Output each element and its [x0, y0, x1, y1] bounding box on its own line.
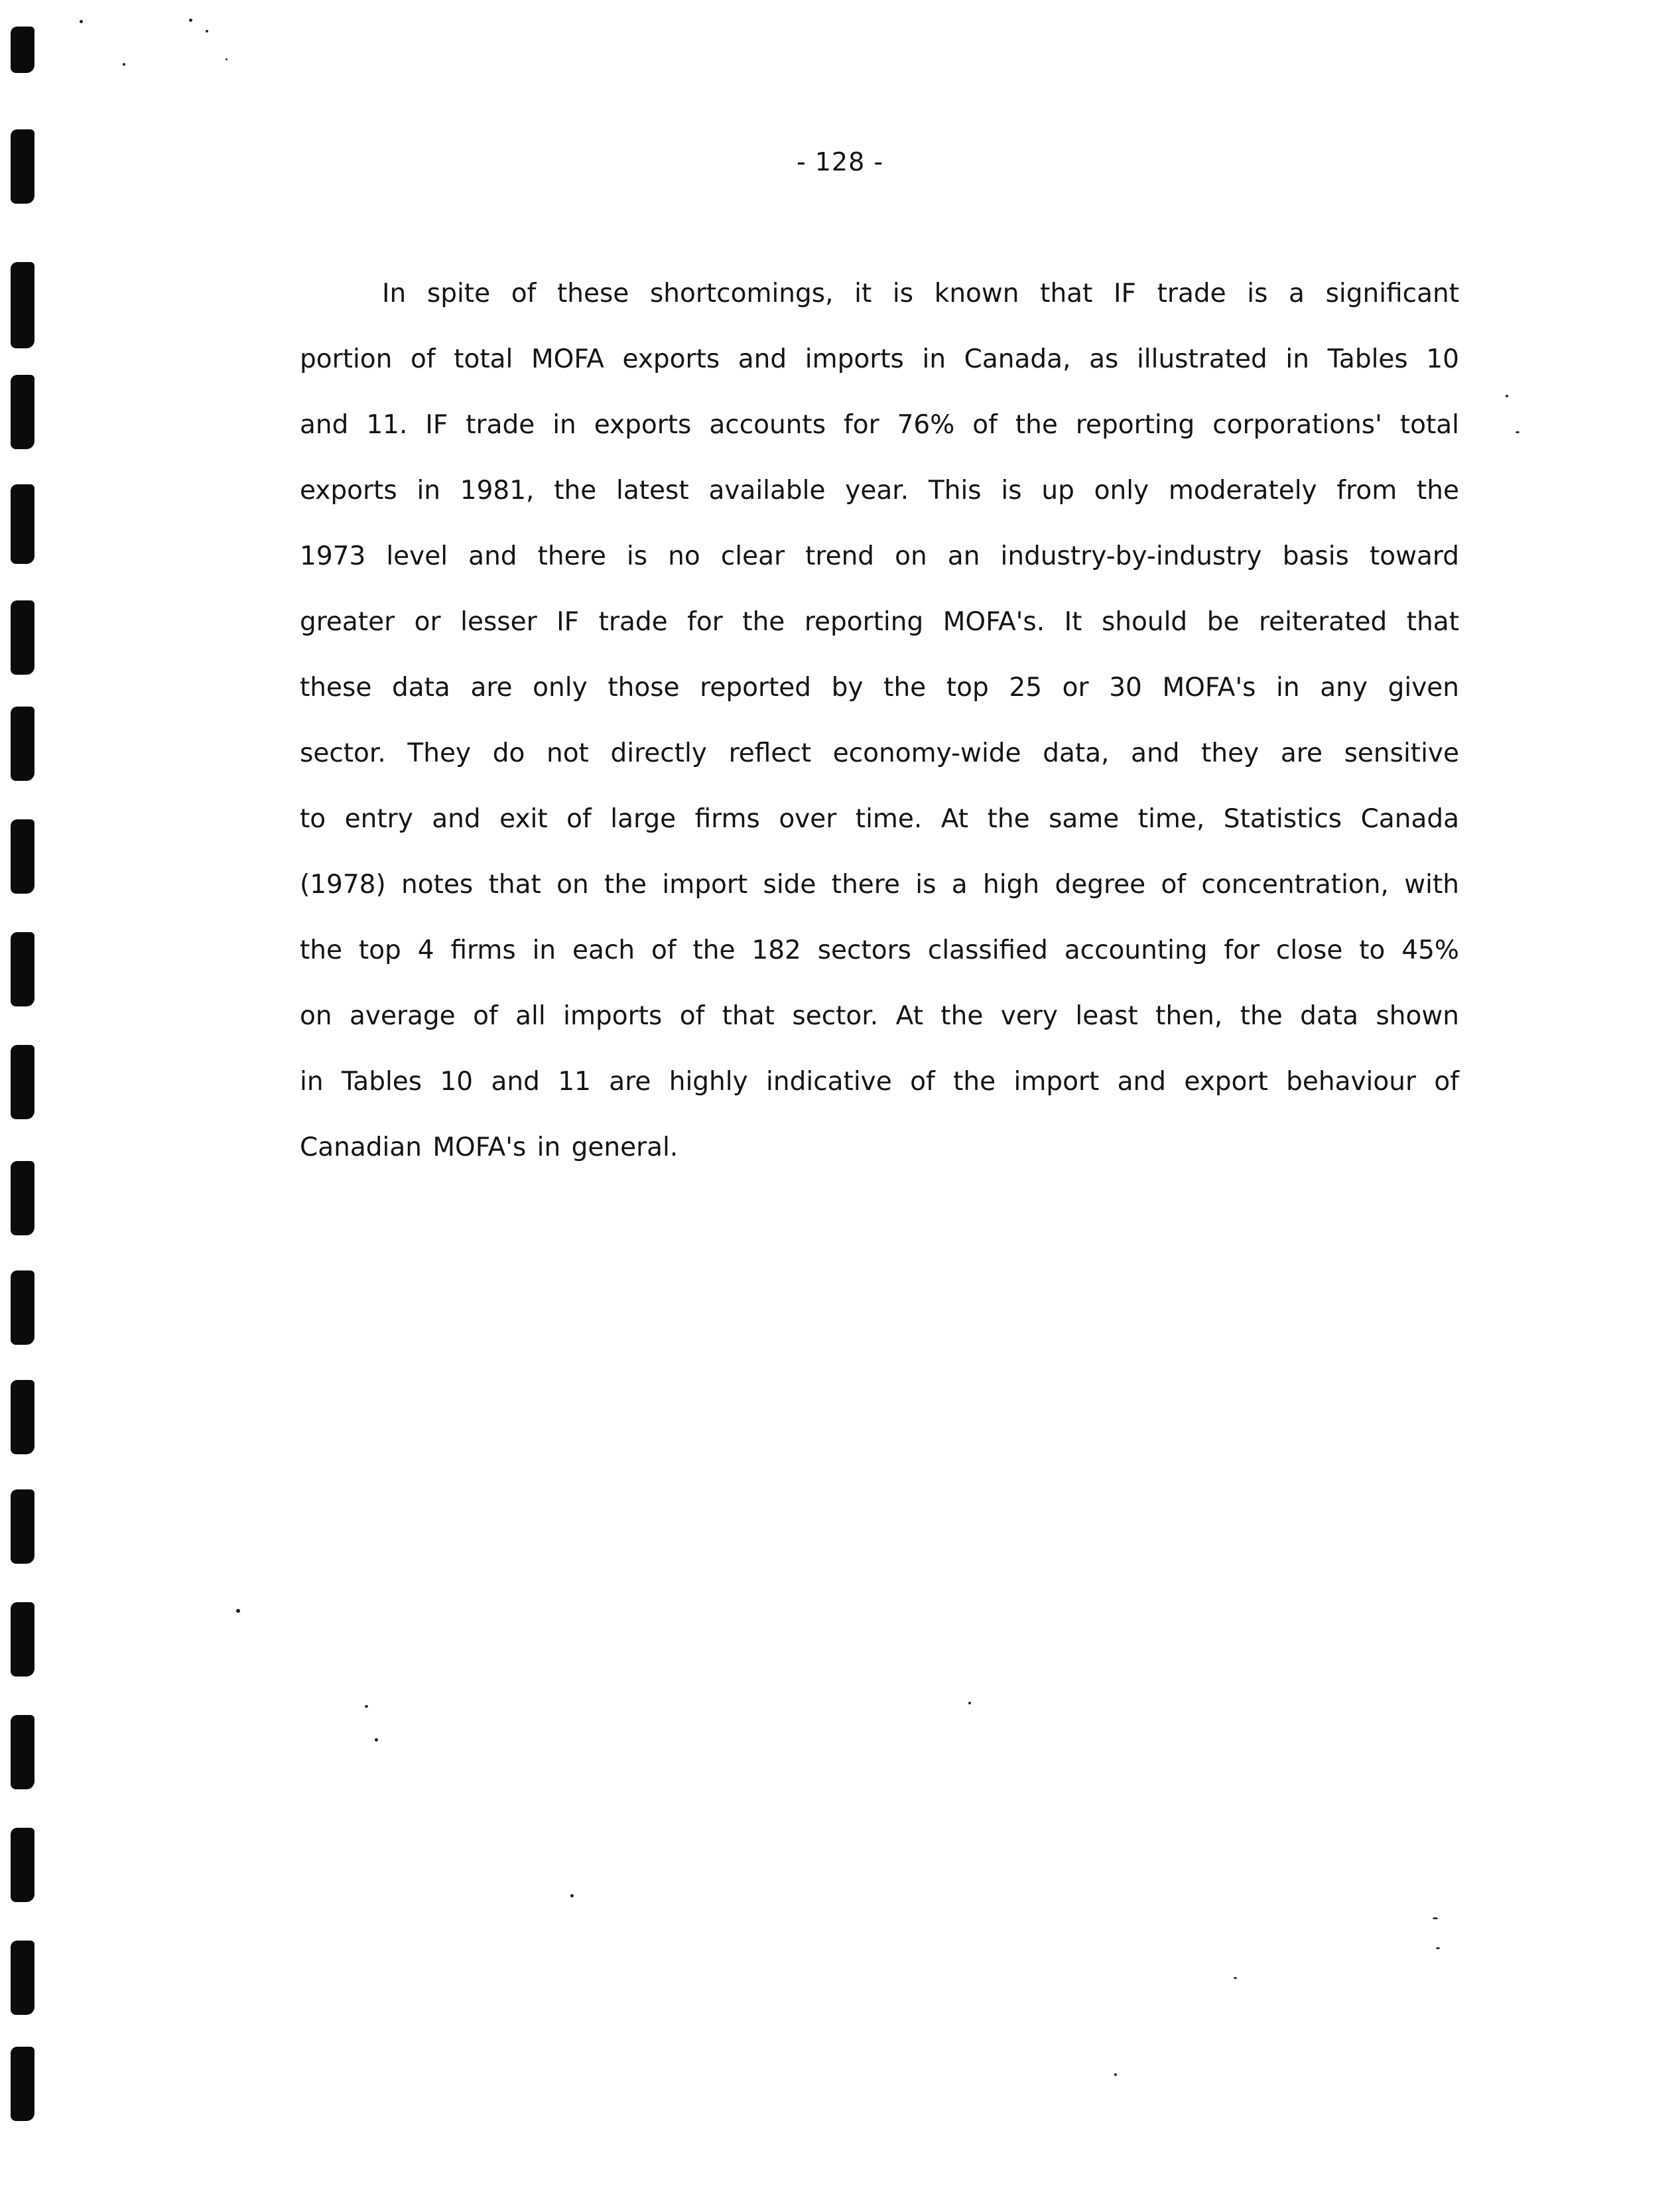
scan-speck	[123, 63, 125, 66]
text-line: the top 4 firms in each of the 182 sectors classified accounting for close to 45%	[300, 935, 1459, 965]
binding-mark	[11, 1941, 34, 2015]
scan-speck	[1436, 1947, 1440, 1949]
text-line: (1978) notes that on the import side there is a high degree of concentration, with	[300, 870, 1459, 900]
binding-mark	[11, 1715, 34, 1789]
text-line: and 11. IF trade in exports accounts for 76% of the reporting corporations' total	[300, 410, 1459, 440]
text-line: In spite of these shortcomings, it is known that IF trade is a significant	[382, 279, 1459, 308]
binding-mark	[11, 375, 34, 449]
text-line: on average of all imports of that sector. At the very least then, the data shown	[300, 1001, 1459, 1031]
scan-speck	[365, 1705, 368, 1708]
binding-mark	[11, 484, 34, 564]
binding-mark	[11, 1270, 34, 1345]
scan-speck	[236, 1609, 240, 1613]
binding-holes	[7, 13, 46, 2189]
scan-speck	[968, 1702, 971, 1704]
binding-mark	[11, 819, 34, 894]
text-line: in Tables 10 and 11 are highly indicative of the import and export behaviour of	[300, 1067, 1459, 1097]
text-line: sector. They do not directly reflect economy-wide data, and they are sensitive	[300, 738, 1459, 768]
text-line: these data are only those reported by the top 25 or 30 MOFA's in any given	[300, 673, 1459, 703]
binding-mark	[11, 1602, 34, 1677]
text-line: 1973 level and there is no clear trend on an industry-by-industry basis toward	[300, 541, 1459, 571]
scan-speck	[375, 1738, 378, 1742]
scan-speck	[226, 58, 227, 60]
scan-speck	[570, 1894, 574, 1897]
binding-mark	[11, 2047, 34, 2121]
binding-mark	[11, 27, 34, 73]
binding-mark	[11, 932, 34, 1006]
scan-speck	[1506, 395, 1508, 397]
binding-mark	[11, 707, 34, 781]
page-number: - 128 -	[796, 147, 884, 176]
scan-speck	[189, 19, 192, 22]
binding-mark	[11, 1380, 34, 1454]
text-line: portion of total MOFA exports and imports in Canada, as illustrated in Tables 10	[300, 344, 1459, 374]
text-line: greater or lesser IF trade for the reporting MOFA's. It should be reiterated that	[300, 607, 1459, 637]
body-paragraph	[300, 272, 1459, 1192]
text-line: to entry and exit of large firms over time. At the same time, Statistics Canada	[300, 804, 1459, 834]
scan-speck	[1234, 1977, 1237, 1979]
scan-speck	[1433, 1917, 1438, 1919]
text-line: Canadian MOFA's in general.	[300, 1132, 678, 1162]
binding-mark	[11, 262, 34, 348]
scan-speck	[1114, 2073, 1117, 2076]
text-line: exports in 1981, the latest available year. This is up only moderately from the	[300, 476, 1459, 506]
binding-mark	[11, 1161, 34, 1235]
scan-speck	[80, 20, 83, 23]
binding-mark	[11, 1828, 34, 1902]
scan-speck	[206, 30, 208, 33]
scan-speck	[1516, 431, 1519, 433]
binding-mark	[11, 1045, 34, 1119]
binding-mark	[11, 1489, 34, 1564]
binding-mark	[11, 600, 34, 675]
